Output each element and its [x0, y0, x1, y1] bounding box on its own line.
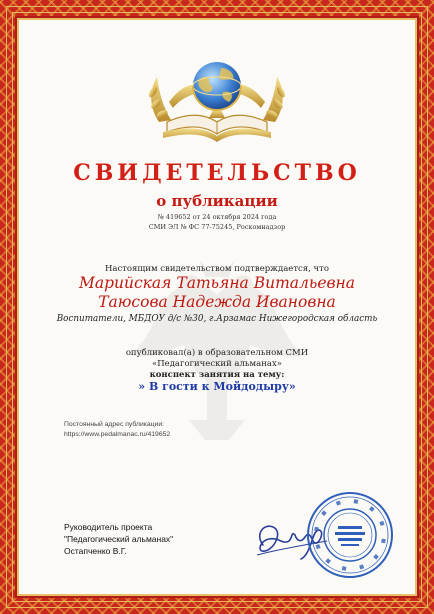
material-type: конспект занятия на тему:: [149, 370, 285, 380]
signature-name: Остапченко В.Г.: [64, 546, 127, 556]
journal-name: «Педагогический альманах»: [152, 359, 282, 369]
author-position: Воспитатели, МБДОУ д/с №30, г.Арзамас Нижегородская область: [56, 314, 378, 324]
signature-role: Руководитель проекта: [64, 522, 153, 532]
author-name-2: Таюсова Надежда Ивановна: [98, 293, 336, 311]
certificate-subtitle: о публикации: [156, 192, 278, 210]
round-blue-seal-icon: [305, 490, 395, 580]
signature-project: "Педагогический альманах": [64, 534, 174, 544]
publication-topic: » В гости к Мойдодыру»: [138, 380, 296, 393]
confirm-text: Настоящим свидетельством подтверждается, что: [104, 264, 329, 274]
address-label: Постоянный адрес публикации:: [64, 421, 165, 428]
certificate-number: № 419652 от 24 октября 2024 года: [157, 213, 277, 221]
certificate-title: СВИДЕТЕЛЬСТВО: [73, 160, 361, 186]
certificate-paper: [19, 20, 415, 594]
smi-registration: СМИ ЭЛ № ФС 77-75245, Роскомнадзор: [148, 223, 286, 231]
address-url[interactable]: https://www.pedalmanac.ru/419652: [64, 431, 171, 438]
published-text: опубликовал(а) в образовательном СМИ: [125, 348, 309, 358]
author-name-1: Марийская Татьяна Витальевна: [79, 274, 355, 292]
globe-open-book-laurel-emblem-icon: [139, 52, 295, 144]
